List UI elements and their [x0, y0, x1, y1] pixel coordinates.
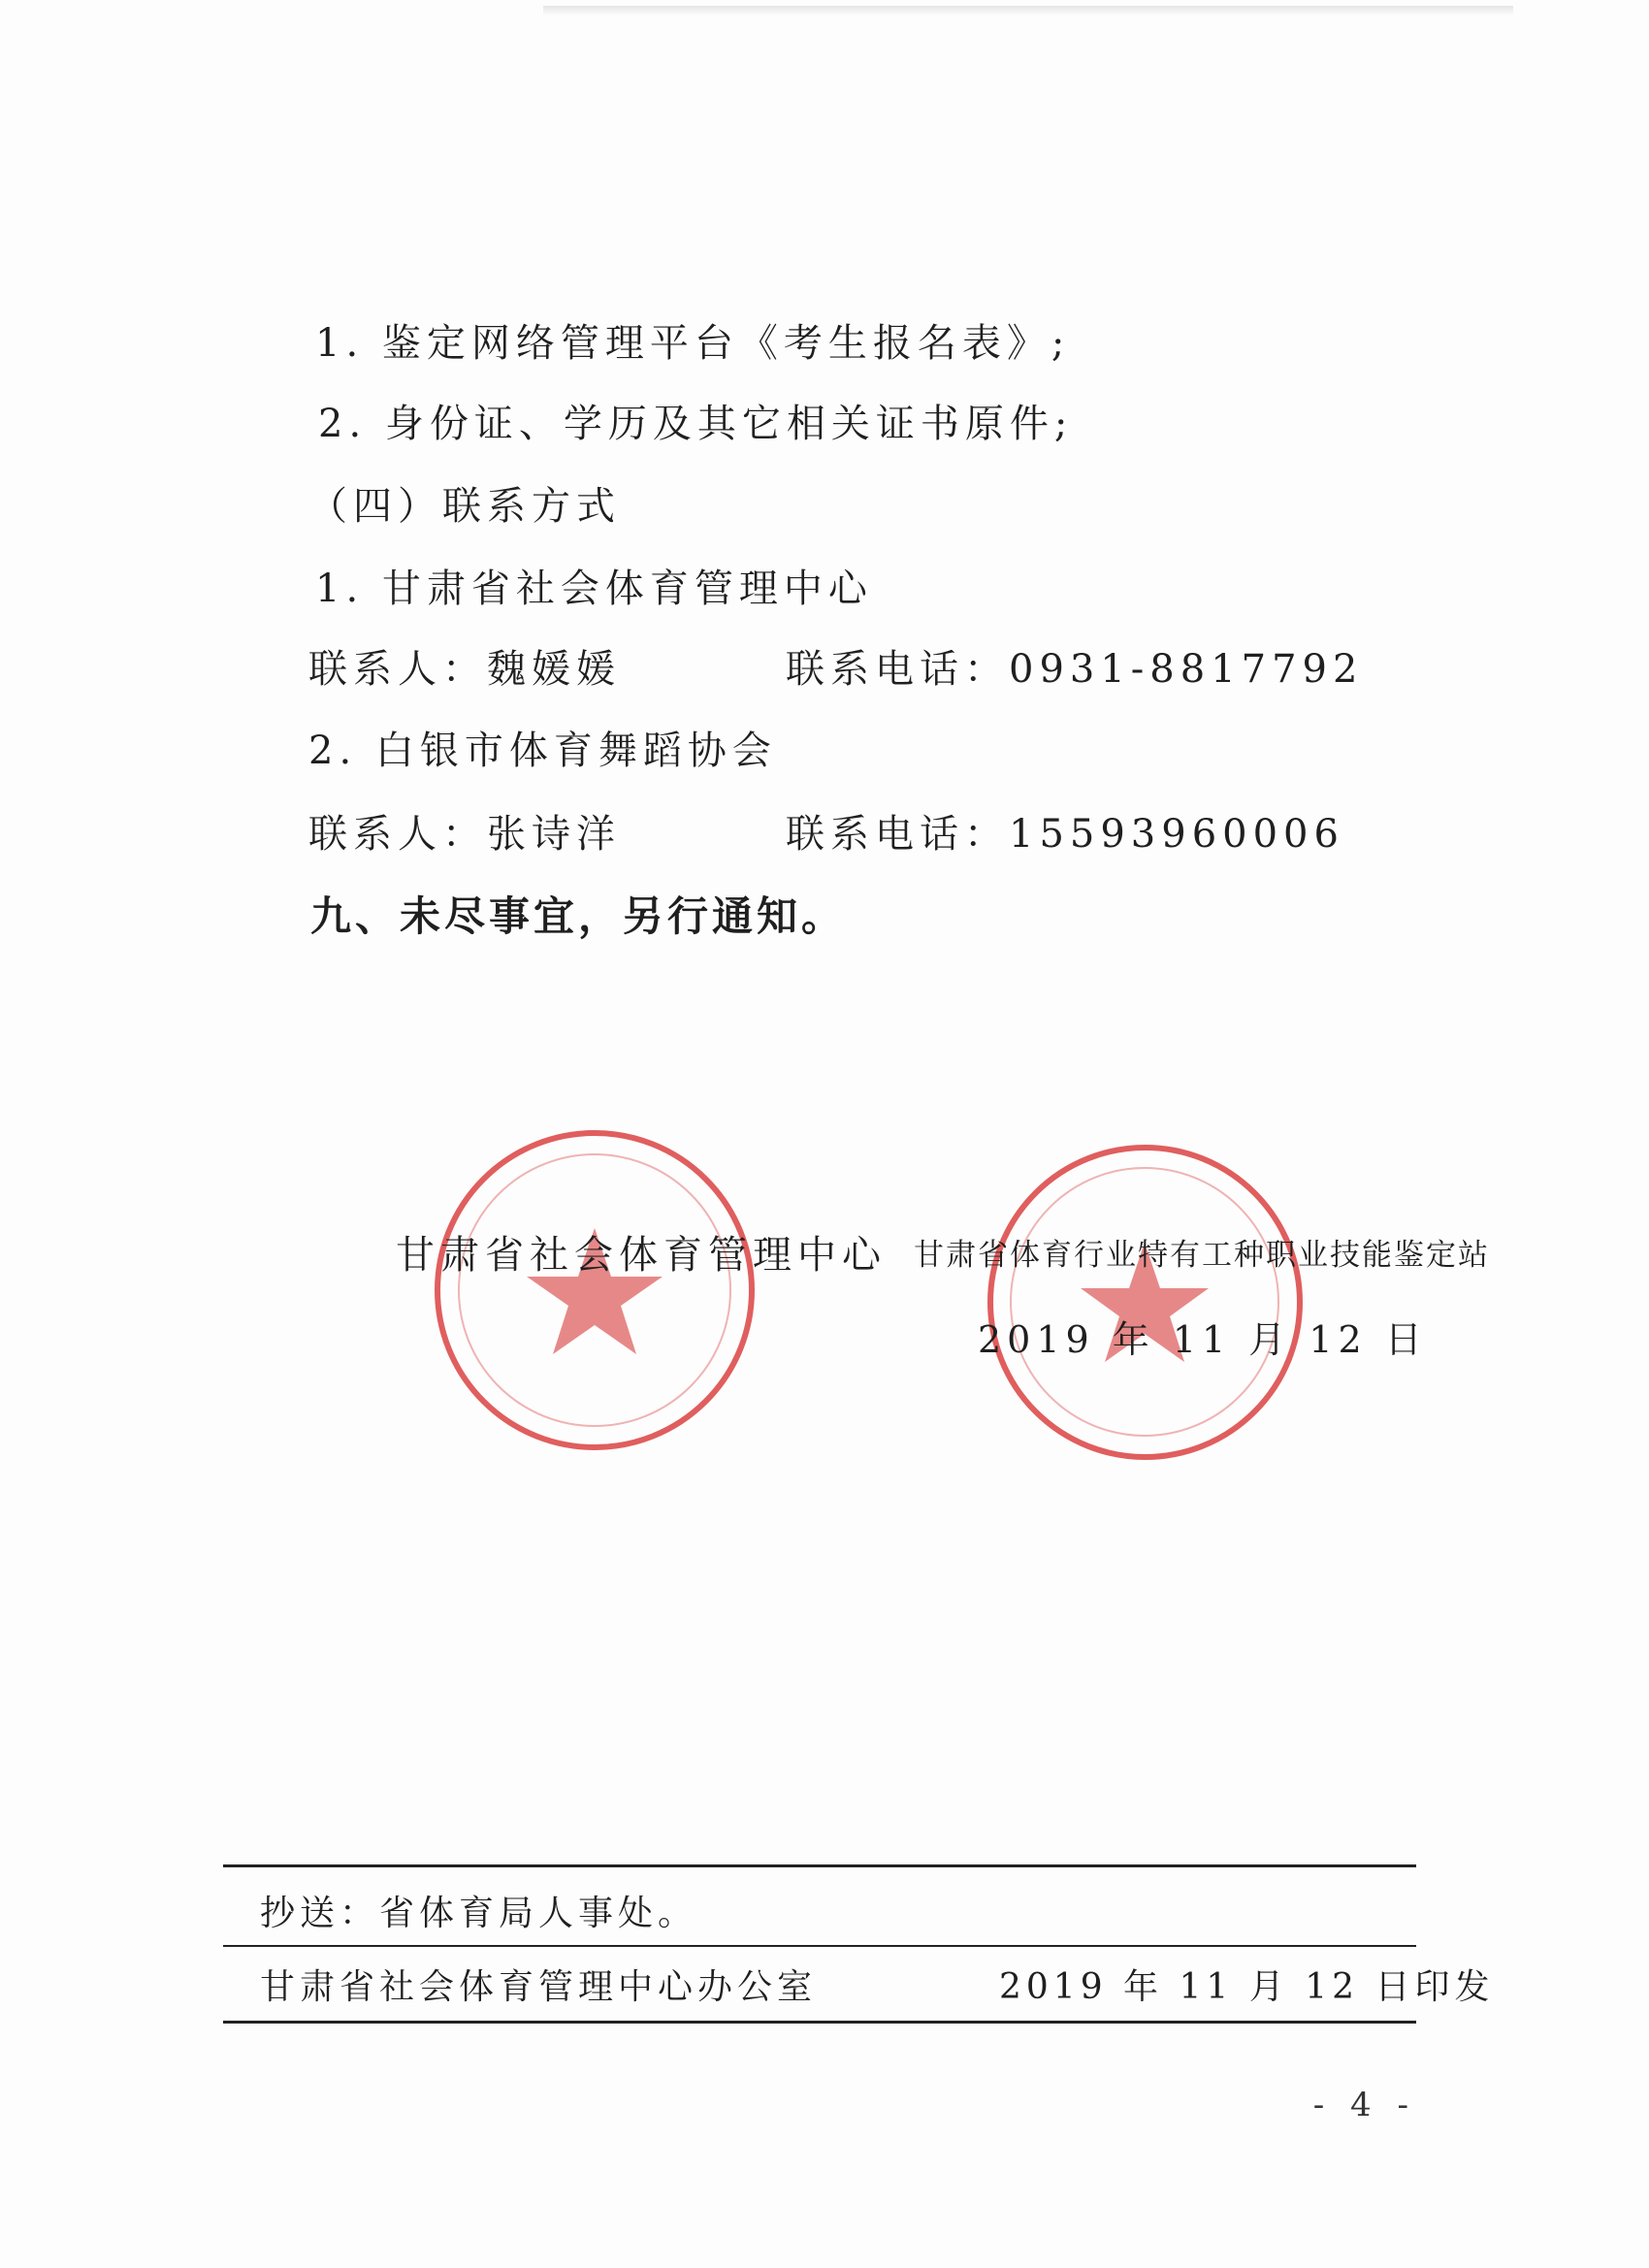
- contact1-phone: 联系电话：0931-8817792: [786, 647, 1364, 692]
- official-seal-left: [435, 1130, 755, 1450]
- contact2-person: 联系人：张诗洋: [308, 812, 621, 857]
- footer-bottom-rule: [223, 2021, 1416, 2024]
- scan-edge-shadow: [543, 6, 1513, 16]
- section-contact-heading: （四）联系方式: [308, 484, 621, 529]
- seal-right-star-icon: [993, 1150, 1297, 1454]
- signature-org-right: 甘肃省体育行业特有工种职业技能鉴定站: [914, 1238, 1490, 1273]
- footer-cc: 抄送：省体育局人事处。: [260, 1894, 698, 1933]
- contact1-organization: 1. 甘肃省社会体育管理中心: [315, 567, 873, 611]
- footer-issuer: 甘肃省社会体育管理中心办公室: [260, 1967, 818, 2007]
- seal-left-star-icon: [440, 1136, 749, 1444]
- signature-org-left: 甘肃省社会体育管理中心: [396, 1233, 887, 1278]
- item-id-documents: 2. 身份证、学历及其它相关证书原件;: [318, 402, 1074, 446]
- footer-middle-rule: [223, 1945, 1416, 1947]
- page-number: - 4 -: [1312, 2086, 1416, 2124]
- signature-date: 2019 年 11 月 12 日: [978, 1318, 1428, 1361]
- footer-issue-date: 2019 年 11 月 12 日印发: [999, 1967, 1495, 2007]
- official-seal-right: [987, 1145, 1303, 1460]
- contact1-person: 联系人：魏媛媛: [308, 647, 621, 692]
- contact2-phone: 联系电话：15593960006: [786, 812, 1344, 857]
- item-registration-form: 1. 鉴定网络管理平台《考生报名表》;: [315, 321, 1071, 366]
- footer-top-rule: [223, 1864, 1416, 1867]
- contact2-organization: 2. 白银市体育舞蹈协会: [308, 729, 777, 773]
- section-closing-note: 九、未尽事宜，另行通知。: [310, 892, 847, 940]
